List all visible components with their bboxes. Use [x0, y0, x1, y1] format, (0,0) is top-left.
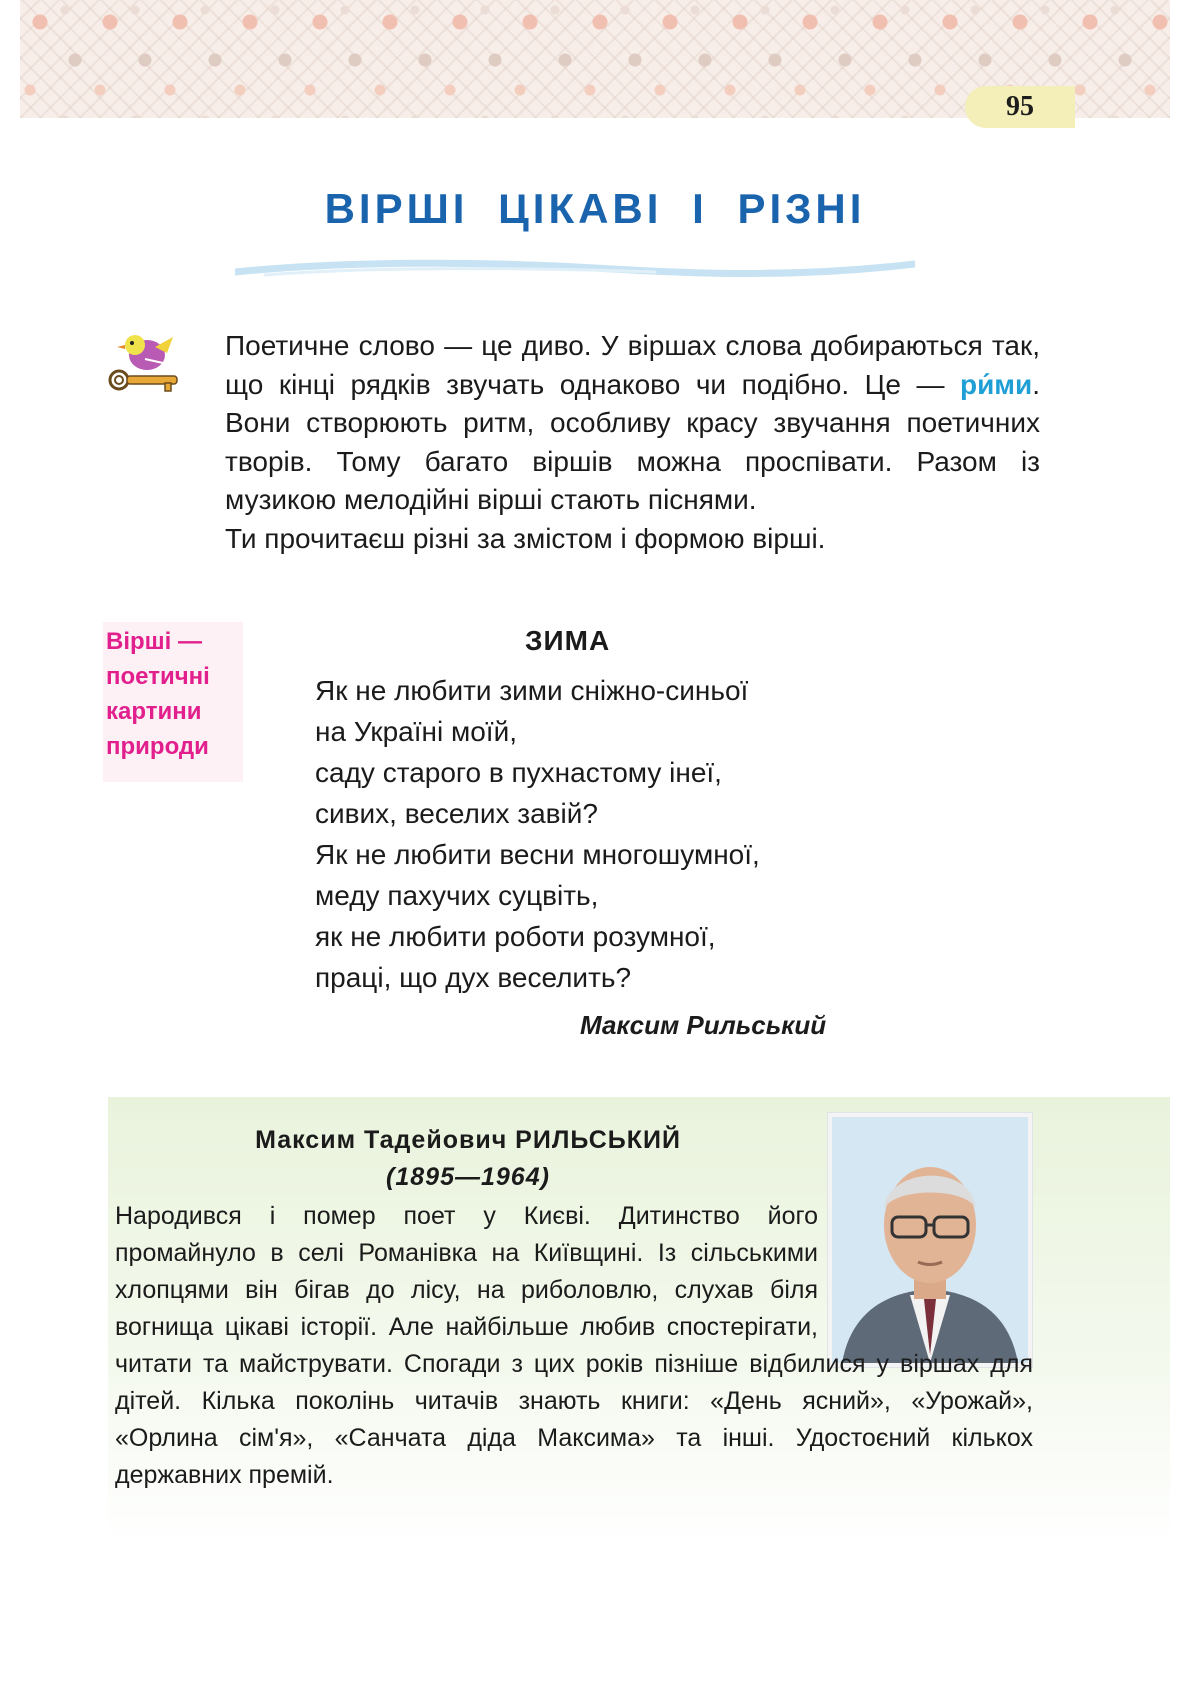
side-note-text: Вірші — поетичні картини природи [106, 628, 210, 760]
bio-paragraph: Народився і помер поет у Києві. Дитинство його промайнуло в селі Романівка на Київщині. Із сільськими хлопцями він бігав до лісу, на риболовлю, слухав біля вогнища цікаві історії. Але найбільше любив спостерігати, читати та майструвати. Спогади з цих років пізніше відбилися у віршах для дітей. Кілька поколінь читачів знають книги: «День ясний», «Урожай», «Орлина сім'я», «Санчата діда Максима» та інші. Удостоєний кількох державних премій. [115, 1202, 1033, 1489]
page-number: 95 [965, 86, 1075, 128]
intro-line2: Ти прочитаєш різні за змістом і формою вірші. [225, 522, 826, 554]
bio-years: (1895—1964) [386, 1163, 550, 1191]
poem-line: Як не любити весни многошумної, [315, 839, 760, 870]
poem-line: Як не любити зими сніжно-синьої [315, 675, 749, 706]
poem-author: Максим Рильський [580, 1010, 827, 1040]
bio-text [115, 1198, 1033, 1494]
title-underline-wave [235, 258, 915, 280]
poem-line: праці, що дух веселить? [315, 962, 632, 993]
poem-line: меду пахучих суцвіть, [315, 880, 599, 911]
poem-line: сивих, веселих завій? [315, 798, 598, 829]
intro-paragraph [225, 327, 1040, 558]
portrait-spacer [818, 1198, 1033, 1338]
bird-on-key-icon [105, 325, 185, 395]
poem-line: як не любити роботи розумної, [315, 921, 716, 952]
bio-name: Максим Тадейович РИЛЬСЬКИЙ [255, 1126, 681, 1154]
bio-heading [108, 1122, 828, 1196]
poem-title: ЗИМА [525, 625, 611, 656]
intro-text-part2: . Вони створюють ритм, особливу красу звучання поетичних творів. Тому багато віршів можна проспівати. Разом із музикою мелодійні вірші стають піснями. [225, 368, 1040, 515]
term-rymy: ри́ми [959, 368, 1033, 400]
poem-body [315, 670, 760, 998]
poem-line: на Україні моїй, [315, 716, 518, 747]
poem-line: саду старого в пухнастому інеї, [315, 757, 722, 788]
section-title: ВІРШІ ЦІКАВІ І РІЗНІ [324, 185, 866, 232]
intro-text-part1: Поетичне слово — це диво. У віршах слова добираються так, що кінці рядків звучать однаково чи подібно. Це — [225, 330, 1040, 400]
